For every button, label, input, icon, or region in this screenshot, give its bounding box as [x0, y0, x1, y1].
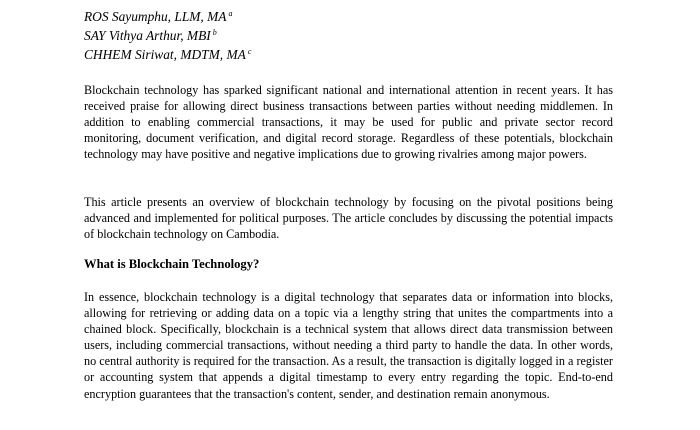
author-name: ROS Sayumphu, LLM, MA	[84, 9, 227, 24]
author-line	[84, 45, 251, 64]
author-name: SAY Vithya Arthur, MBI	[84, 28, 211, 43]
abstract-paragraph-1: Blockchain technology has sparked significant national and international attention in recent years. It has received praise for allowing direct business transactions between parties without needing middlemen. In addition to enabling commercial transactions, it may be used for public and private sector record monitoring, document verification, and digital record storage. Regardless of these potentials, blockchain technology may have positive and negative implications due to growing rivalries among major powers.	[84, 83, 613, 162]
section-heading: What is Blockchain Technology?	[84, 257, 260, 271]
affiliation-mark: c	[247, 47, 252, 56]
author-name: CHHEM Siriwat, MDTM, MA	[84, 47, 246, 62]
affiliation-mark: a	[228, 9, 233, 18]
author-list	[84, 7, 251, 64]
affiliation-mark: b	[212, 28, 217, 37]
abstract-paragraph-2: This article presents an overview of blockchain technology by focusing on the pivotal positions being advanced and implemented for political purposes. The article concludes by discussing the potential impacts of blockchain technology on Cambodia.	[84, 195, 613, 242]
author-line	[84, 26, 251, 45]
author-line	[84, 7, 251, 26]
section-paragraph-1: In essence, blockchain technology is a digital technology that separates data or information into blocks, allowing for retrieving or adding data on a topic via a lengthy string that unites the compartments into a chained block. Specifically, blockchain is a technical system that allows direct data transmission between users, including commercial transactions, without needing a third party to handle the data. In other words, no central authority is required for the transaction. As a result, the transaction is digitally logged in a register or accounting system that appends a digital timestamp to every entry regarding the topic. End-to-end encryption guarantees that the transaction's content, sender, and destination remain anonymous.	[84, 290, 613, 401]
